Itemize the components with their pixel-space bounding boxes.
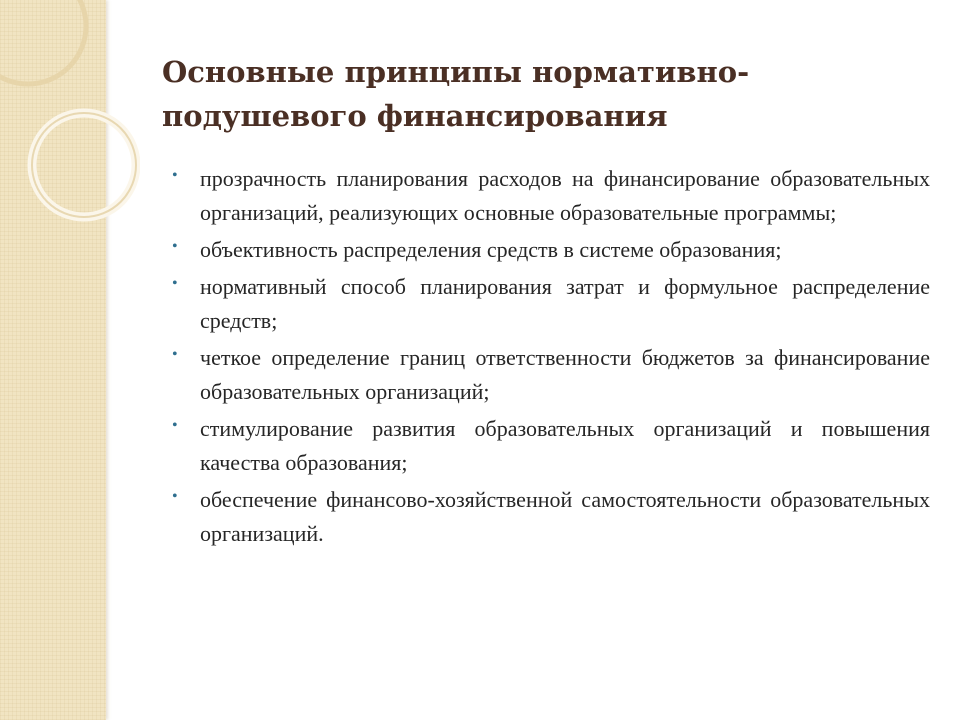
decorative-circles bbox=[0, 0, 140, 260]
bullet-list bbox=[170, 162, 930, 554]
bullet-item bbox=[170, 270, 930, 338]
bullet-text: стимулирование развития образовательных организаций и повышения качества образования; bbox=[200, 416, 930, 475]
bullet-text: четкое определение границ ответственности бюджетов за финансирование образовательных организаций; bbox=[200, 345, 930, 404]
bullet-icon: • bbox=[172, 238, 178, 255]
decor-circle-middle-outline bbox=[32, 113, 136, 217]
bullet-item bbox=[170, 483, 930, 551]
bullet-item bbox=[170, 162, 930, 230]
bullet-text: объективность распределения средств в системе образования; bbox=[200, 237, 782, 262]
bullet-text: обеспечение финансово-хозяйственной самостоятельности образовательных организаций. bbox=[200, 487, 930, 546]
bullet-text: прозрачность планирования расходов на финансирование образовательных организаций, реализующих основные образовательные программы; bbox=[200, 166, 930, 225]
bullet-item bbox=[170, 233, 930, 267]
bullet-item bbox=[170, 341, 930, 409]
slide-title: Основные принципы нормативно-подушевого финансирования bbox=[162, 55, 750, 133]
bullet-item bbox=[170, 412, 930, 480]
bullet-text: нормативный способ планирования затрат и формульное распределение средств; bbox=[200, 274, 930, 333]
bullet-icon: • bbox=[172, 275, 178, 292]
bullet-icon: • bbox=[172, 488, 178, 505]
bullet-icon: • bbox=[172, 167, 178, 184]
bullet-icon: • bbox=[172, 346, 178, 363]
decor-circle-top bbox=[0, 0, 86, 84]
bullet-icon: • bbox=[172, 417, 178, 434]
